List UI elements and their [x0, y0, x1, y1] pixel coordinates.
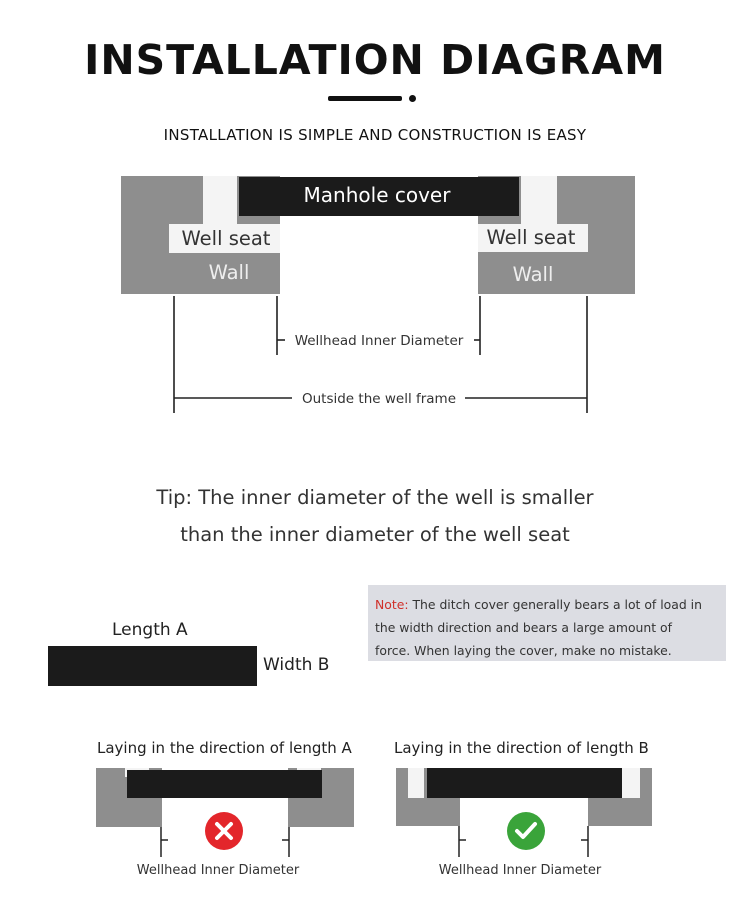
right-well-seat-label: Well seat: [486, 226, 576, 249]
wrong-layout-label: Laying in the direction of length A: [97, 739, 352, 757]
note-line-2: the width direction and bears a large amount of: [375, 620, 672, 635]
installation-cross-section: [0, 0, 750, 440]
page-title: INSTALLATION DIAGRAM: [84, 36, 666, 84]
note-line-1: The ditch cover generally bears a lot of load in: [408, 597, 702, 612]
right-wall-label: Wall: [512, 263, 554, 286]
right-layout-diagram: [396, 768, 652, 878]
left-gap: [203, 176, 237, 224]
inner-diameter-label: Wellhead Inner Diameter: [294, 333, 464, 349]
length-a-label: Length A: [112, 620, 188, 640]
cover-plate: [48, 646, 257, 686]
right-layout-label: Laying in the direction of length B: [394, 739, 649, 757]
manhole-cover-label: Manhole cover: [303, 183, 451, 207]
right-inner-diameter-label: Wellhead Inner Diameter: [438, 863, 602, 878]
right-gap: [521, 176, 557, 224]
note-label: Note:: [375, 597, 409, 612]
outside-frame-label: Outside the well frame: [301, 391, 457, 407]
left-wall-label: Wall: [208, 261, 250, 284]
page-subtitle: INSTALLATION IS SIMPLE AND CONSTRUCTION IS EASY: [163, 126, 587, 144]
wrong-layout-diagram: [96, 768, 354, 878]
note-box: [368, 585, 726, 661]
width-b-label: Width B: [263, 655, 330, 675]
comparison-diagrams: [0, 760, 750, 916]
tip-line-2: than the inner diameter of the well seat: [180, 523, 570, 546]
note-line-3: force. When laying the cover, make no mistake.: [375, 643, 672, 658]
wrong-inner-diameter-label: Wellhead Inner Diameter: [136, 863, 300, 878]
tip-line-1: Tip: The inner diameter of the well is smaller: [156, 486, 594, 509]
left-well-seat-label: Well seat: [181, 227, 271, 250]
